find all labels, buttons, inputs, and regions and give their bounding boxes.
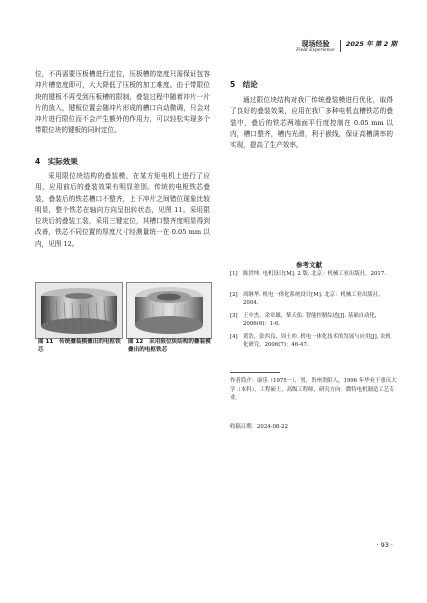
figure-12-number: 图 12: [128, 339, 144, 345]
figure-12-caption: [128, 338, 212, 354]
received-date: 收稿日期：2024-08-22: [230, 424, 289, 430]
section-title-en: Field Experience: [296, 48, 335, 53]
issue-label: 2025 年 第 2 期: [345, 40, 397, 48]
section-4-heading: 4 实际效果: [35, 157, 78, 166]
section-4-body: 采用限位块结构的叠装模，在某方矩电机上进行了应用，应用前后的叠装效果有明显差别。传统的电枢铁芯叠装，叠装后的铁芯槽口不整齐，上下冲片之间错位现象比较明显，整个铁芯在轴向方向呈扭转状态，见图 11。采用限位块后的叠装工装，采用三键定位，其槽口整齐度明显得到改善，铁芯不同位置的厚度尺寸经测量统一在 0.05 mm 以内，见图 12。: [35, 172, 210, 248]
figure-12-photo: [126, 282, 212, 339]
page-header: [296, 40, 397, 54]
author-info: 作者简介：康乐（1975－），男，贵州贵阳人，1996 年毕业于重庆大学（本科），工程硕士，高级工程师，研究方向：微特电机制造工艺专业。: [230, 378, 397, 402]
section-5-body: 通过限位块结构对我厂传统叠装模进行优化，取得了良好的叠装效果，应用在我厂多种电机直槽铁芯的叠装中，叠后的铁芯两端面平行度控制在 0.05 mm 以内，槽口整齐，槽内光滑，利于嵌线，保证高槽满率的实现，提高了生产效率。: [230, 96, 393, 150]
figure-11-photo: [35, 282, 123, 339]
footnote-divider: [230, 372, 280, 373]
reference-item: [2] 周继华. 机电一体化系统设计[M]. 北京：机械工业出版社，2004.: [230, 292, 384, 307]
reference-item: [1] 陈世坤. 电机设计[M]. 2 版. 北京：机械工业出版社，2017.: [230, 271, 387, 277]
figure-11-caption: [38, 338, 124, 354]
references-title: 参考文献: [296, 261, 322, 269]
page-number: · 93 ·: [376, 541, 393, 549]
figure-11-text: 传统叠装模叠出的电枢铁芯: [38, 339, 121, 353]
reference-item: [3] 王中杰，余章雄，柴天佑. 智能控制综述[J]. 基础自动化，2006(6)：1-6.: [230, 313, 381, 328]
figure-11-number: 图 11: [38, 339, 54, 345]
header-divider: [340, 40, 341, 52]
figure-12-text: 采用限位块结构的叠装模叠出的电枢铁芯: [128, 339, 211, 353]
section-5-heading: 5 结论: [230, 80, 258, 89]
section-title-cn: 现场经验: [301, 40, 330, 48]
left-intro-paragraph: 位，不再需要压板槽进行定位，压板槽的宽度只需保证包容冲片槽宽度即可，大大降低了压板的加工难度。由于带限位块的键板不再受到压板槽的限制，叠装过程中随着冲片一片片的放入，键板位置会随冲片形成的槽口自动微调，只会对冲片进行限位而不会产生额外的作用力，可以轻松实现多个带限位块的键板的同时定位。: [35, 70, 210, 135]
reference-item: [4] 黄浩，张西良，周士冲. 机电一体化技术的发展与应用[J]. 农机化研究，2006(7)：46-47.: [230, 334, 391, 349]
